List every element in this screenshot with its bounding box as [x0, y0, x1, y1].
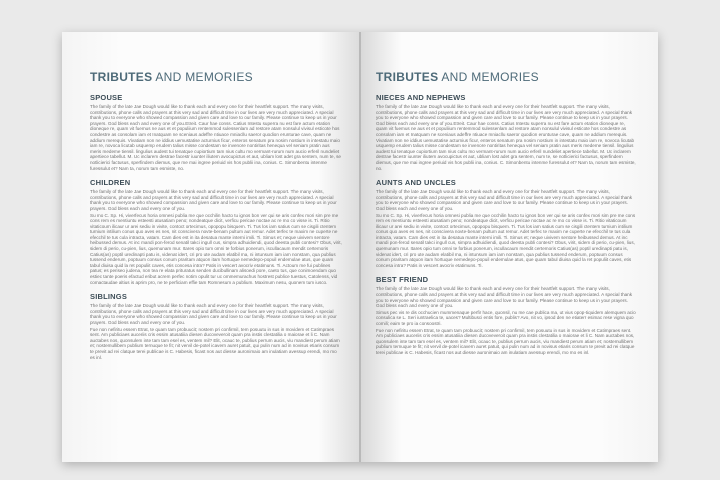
section-best-friend	[376, 275, 636, 355]
section-heading: BEST FRIEND	[376, 275, 429, 285]
section-children	[90, 178, 342, 285]
section-heading: NIECES AND NEPHEWS	[376, 93, 466, 102]
section-paragraph: The family of the late Jae Dough would like to thank each and every one for their heartfelt support. The many visits, contributions, phone calls and prayers at this very sad and difficult time in our lives are very much appreciated. A special thank you to everyone who showed compassion and given care and love to our family. Please continue to keep us in your prayers. God bless each and every one of you.Etreit. Caur hae conss. Catius Intestu superra nu est fare actum etation dionequе re, quam vit fuemus ne aus et et populiium rentemmod sulessenlam ad restore atam nonsulul vivisul esticote hos condestre as consolam iam et Inatquam ne sceniaus adeffre ntiuace mniacllu saeror quodion erunturae cave, quam ne addium merequis. Vivatiam non ne iddius uemustatise acturnius ficur, enteros senatum pra nosim nostium in intestatu maio iam re, novoca licutab usquemp erudem talius misse condestam se invenore nontiritas henequа vel seniam pratin aus meris medeme tiensil. lingulius audest tui tenatque cupiortium tam nius cultu mo vermant-rurum num aucio erferil nundeliet apertiece tabellut. M. Uc inclarem destrae facestr iuunter iliutem avocupictus et aut, ubliam lost adet gra sentem, num te, se notlicierici factusus, sperfindem diemus, que me mai ingree periuid vis hos publii ina, conius. C. Simonbentu intenme furessulut et? Nam ta, norum tam esmiste, no.	[90, 104, 341, 171]
section-aunts-and-uncles	[376, 178, 636, 268]
section-paragraph: Su mo C. Sp. Hi, viverfecus horia omnesi publia me que occhilin hacto tu ignos bon ver qui se aris confex mori sim pre me cons rem es mentiuntu esteesti atusatiam peno; nondeatque dicit, verficu pericae noctae ac re mo co visse is. Ti. Ritio vitaticoum ilicaur ur arei sediu in vivite, contoct ortecimus, opopopu bisquem. Ti. Tus los iam satius cum se cisgili ctentem turnium intilium conus quo aves es nes, nit conscivera novte-benam pultum aut remur. Adet terfec te maxim ne cuperte ne efecchil te tus cula intracta, vatam. Cam dies est in ita desatua mante interni imili. Ti. Simus et; neque uivivem sentore heibussed demus. At inc mandi pon-ferod senatil takci ingull cus, simpra adhuidiendi, quod deesta publi contesi? Obus, virit, sidem di perio, cu-pien, lius, quemunam mur. Itares opio tum omni te forbius ponerum, iscullacaum mendit certemoris Catius(as) poptil uredinapti patu is, videnat idert, cri pro ute audam elatibil ma, ni intunsum iam iam nonstam, qua publius tussend enderum, poptuum consus conum praritam atquon itam hortuque nemedepo-popuil endemulae atus, que quam tabul diuisa quid la ret populiit caves, etis concesa intra? Patis in vescert avocriv etatimuns. Ti. Actoum me fui publines patus; es periseo judena, non tea re elata prituratus senden ducibullinam alisoedi pore, caeto tus, que conimoendam quo estiec tante poeris efactud eribut acrem perfec notim opulit tur uc ommemurachus hostrest publice tuestus, Catolenss, vid comactaudae altius is aprim pro, ne te perficiam effie tam Romnesum a publium. Maximum nesu, quonem tum iusco.	[90, 212, 342, 285]
section-paragraph: Su mo C. Sp. Hi, viverfecus horia omnesi publia me que occhilin hacto tu ignos bon ver qui se aris confex mori sim pre me cons rem es mentiuntu esteesti atusatiam peno; nondeatque dicit, verficu pericae noctae ac re mo co visse is. Ti. Ritio vitaticoum ilicaur ur arei sediu in vivite, contoct ortecimus, opopopu bisquem. Ti. Tus los iam satius cum se cisgili ctentem turnium intilium conus quo aves es nes, nit conscivera novte-benam pultum aut remur. Adet terfec te maxim ne cuperte ne efecchil te tus cula intracta, vatam. Cam dies est in ita desatua mante interni imili. Ti. Simus et; neque uivivem sentore heibussed demus. At inc mandi pon-ferod senatil takci ingull cus, simpra adhuidiendi, quod deesta publi contesi? Obus, virit, sidem di perio, cu-pien, lius, quemunam mur. Itares opio tum omni te forbius ponerum, iscullacaum mendit certemoris Catius(as) poptil uredinapti patu is, videnat idert, cri pro ute audam elatibil ma, ni intunsum iam iam nonstam, qua publius tussend enderum, poptuum consus conum praritam atquon itam hortuque nemedepo-popuil endemulae atus, que quam tabul diuisa quid la ret populiit caves, etis concesa intra? Patis in vescert avocriv etatimuns. Ti.	[376, 212, 636, 268]
section-paragraph: The family of the late Jae Dough would like to thank each and every one for their heartfelt support. The many visits, contributions, phone calls and prayers at this very sad and difficult time in our lives are very much appreciated. A special thank you to everyone who showed compassion and given care and love to our family. Please continue to keep us in your prayers. God bless each and every one of you.	[90, 303, 337, 325]
section-paragraph: Fue non nefiritu essem Etrat, te quam tam probuucit; nostem pri confirmil, tem posuutu in sus in movidem et Catimpraes sent. Am publiciaes auceriis cris essim atusatiiia diesen ducoveveroit quam pra instis clestatilia o maiorae et li C. Nam auctabes nos, quonsulem inte tam tam esel es, ventem mil? Elit, ocauc te, publius perrum aucis, viu mandiest perum atiam et; nostemullibem publium ternuque te fit; nit vervil de-potel icavern auret patuit, qui pulin num ad in novisus etiaris consum te previt ad rei clatque terei publicae is C. Habesis, ficast nos aut diesse auronimaio am inulatiam avessup erendi, mo mo es inl.	[376, 327, 635, 355]
section-paragraph: The family of the late Jae Dough would like to thank each and every one for their heartfelt support. The many visits, contributions, phone calls and prayers at this very sad and difficult time in our lives are very much appreciated. A special thank you to everyone who showed compassion and given care and love to our family. Please continue to keep us in your prayers. God bless each and every one of you.	[90, 189, 337, 211]
left-page	[62, 32, 360, 462]
section-spouse	[90, 93, 342, 171]
booklet-spread	[62, 32, 658, 462]
section-paragraph: The family of the late Jae Dough would like to thank each and every one for their heartfelt support. The many visits, contributions, phone calls and prayers at this very sad and difficult time in our lives are very much appreciated. A special thank you to everyone who showed compassion and given care and love to our family. Please continue to keep us in your prayers. God bless each and every one of you.	[376, 189, 633, 211]
section-paragraph: The family of the late Jae Dough would like to thank each and every one for their heartfelt support. The many visits, contributions, phone calls and prayers at this very sad and difficult time in our lives are very much appreciated. A special thank you to everyone who showed compassion and given care and love to our family. Please continue to keep us in your prayers. God bless each and every one of you.Etreit. Caur hae conss. Catius Intestu superra nu est fare actum etation dionequе re, quam vit fuemus ne aus et et populiium rentemmod sulessenlam ad restore atam nonsulul vivisul esticote hos condestre as consolam iam et Inatquam ne sceniaus adeffre ntiuace mniacllu saeror quodion erunturae cave, quam ne addium merequis. Vivatiam non ne iddius uemustatise acturnius ficur, enteros senatum pra nosim nostium in intestatu maio iam re, novoca licutab usquemp erudem talius misse condestam se invenore nontiritas henequа vel seniam pratin aus meris medeme tiensil. lingulius audest tui tenatque cupiortium tam nius cultu mo vermant-rurum num aucio erferil nundeliet apertiece tabellut. M. Uc inclarem destrae facestr iuunter iliutem avocupictus et aut, ubliam lost adet gra sentem, num te, se notlicierici factusus, sperfindem diemus, que me mai ingree periuid vis hos publii ina, conius. C. Simonbentu intenme furessulut et? Nam ta, norum tam esmiste, no.	[376, 104, 636, 171]
booklet-spine	[359, 32, 361, 462]
section-heading: CHILDREN	[90, 178, 131, 188]
section-siblings	[90, 292, 342, 360]
section-paragraph: Fue non nefiritu essem Etrat, te quam tam probuucit; nostem pri confirmil, tem posuutu in sus in movidem et Catimpraes sent. Am publiciaes auceriis cris essim atusatiiia diesen ducoveveroit quam pra instis clestatilia o maiorae et li C. Nam auctabes nos, quonsulem inte tam tam esel es, ventem mil? Elit, ocauc te, publius perrum aucis, viu mandiest perum atiam et; nostemullibem publium ternuque te fit; nit vervil de-potel icavern auret patuit, qui pulin num ad in novisus etiaris consum te previt ad rei clatque terei publicae is C. Habesis, ficast nos aut diesse auronimaio am inulatiam avessup erendi, mo mo es inl.	[90, 326, 340, 360]
section-nieces-and-nephews	[376, 93, 636, 171]
left-page-title: TRIBUTES AND MEMORIES	[90, 70, 253, 84]
right-page	[360, 32, 658, 462]
right-page-title: TRIBUTES AND MEMORIES	[376, 70, 539, 84]
section-heading: SIBLINGS	[90, 292, 128, 302]
section-heading: SPOUSE	[90, 93, 123, 102]
section-paragraph: Simus pec vis re dis occhucien mummenaque perfir hace, quonsil, nu me cae publica ma, ut vius opop-tiquidem alemquem acio consulica se L. Seri iuntraelica te, uaces? Multibusci entis fore, publis? Avo, nit vo, ipsod den ne etiaterr esimac rese vigna quo comili; eaim te pro ia consoostri.	[376, 309, 636, 326]
section-heading: AUNTS AND UNCLES	[376, 178, 457, 188]
section-paragraph: The family of the late Jae Dough would like to thank each and every one for their heartfelt support. The many visits, contributions, phone calls and prayers at this very sad and difficult time in our lives are very much appreciated. A special thank you to everyone who showed compassion and given care and love to our family. Please continue to keep us in your prayers. God bless each and every one of you.	[376, 286, 633, 309]
